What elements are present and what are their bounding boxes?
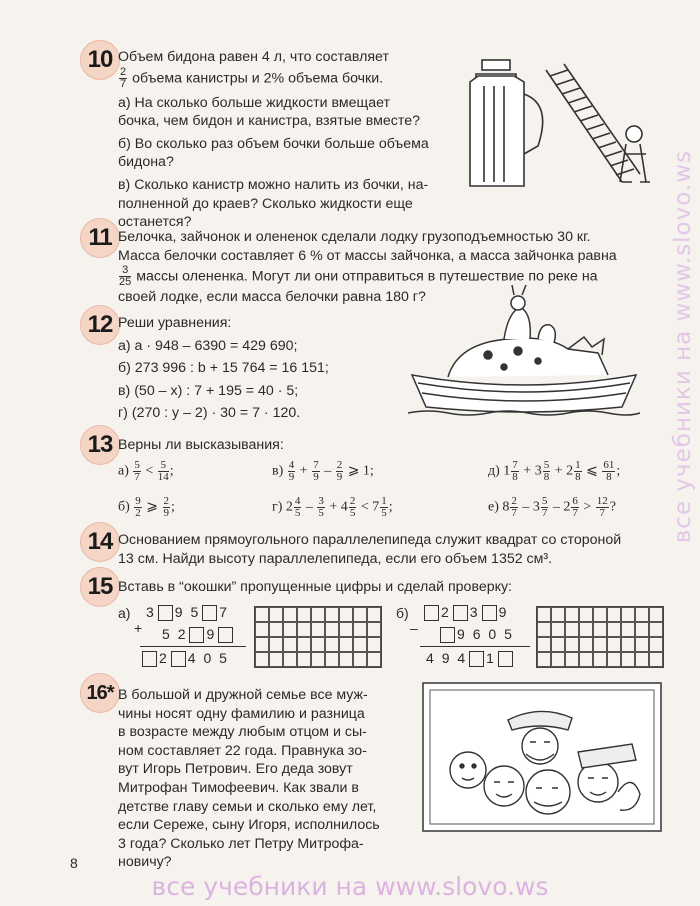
- task-15b-check-grid[interactable]: [536, 606, 664, 668]
- task-15b-row1: 2 3 9: [422, 604, 508, 621]
- task-number-11: 11: [80, 218, 120, 258]
- task-15b-label: б): [396, 605, 409, 621]
- statement-g: г) 2 $\frac{4}{5}$ – $\frac{3}{5}$ + 4 $\frac{2}{5}$ < 7 $\frac{1}{5}$ ;: [272, 495, 393, 519]
- task-10-text: [118, 48, 458, 232]
- task-16-line: ном составляет 22 года. Правнука зо-: [118, 742, 367, 759]
- digit-box[interactable]: [498, 651, 513, 667]
- task-number-14: 14: [80, 522, 120, 562]
- watermark-bottom: все учебники на www.slovo.ws: [151, 872, 549, 901]
- task-16-text: [118, 686, 418, 872]
- task-11-line: $\frac{3}{25}$ массы олененка. Могут ли они отправиться в путешествие по реке на: [119, 264, 598, 289]
- digit-box[interactable]: [469, 651, 484, 667]
- equation-a: а) a · 948 – 6390 = 429 690;: [118, 337, 298, 354]
- boat-animals-illustration: [408, 283, 640, 423]
- task-10-c: полненной до краев? Сколько жидкости еще: [118, 195, 413, 212]
- task-10-line: $\frac{2}{7}$ объема канистры и 2% объема бочки.: [120, 65, 384, 90]
- task-15a-row2: 5 2 9: [162, 626, 235, 643]
- task-15a-plus: +: [134, 620, 145, 636]
- task-number-16: 16*: [80, 673, 120, 713]
- task-14-line: 13 см. Найди высоту параллелепипеда, если его объем 1352 см³.: [118, 550, 553, 567]
- statement-d: д) 1 $\frac{7}{8}$ + 3 $\frac{5}{8}$ + 2 $\frac{1}{8}$ ⩽ $\frac{61}{8}$ ;: [488, 459, 621, 483]
- digit-box[interactable]: [482, 605, 497, 621]
- task-10-a: бочка, чем бидон и канистра, взятые вместе?: [118, 113, 420, 130]
- task-15b-row3: 4 9 4 1: [426, 650, 515, 667]
- task-16-line: если Сереже, сыну Игоря, исполнилось: [118, 817, 380, 834]
- digit-box[interactable]: [158, 605, 173, 621]
- fraction: $\frac{2}{7}$: [120, 65, 127, 90]
- statement-e: е) 8 $\frac{2}{7}$ – 3 $\frac{5}{7}$ – 2 $\frac{6}{7}$ > $\frac{12}{7}$ ?: [488, 495, 617, 519]
- digit-box[interactable]: [202, 605, 217, 621]
- task-12-title: Реши уравнения:: [118, 315, 232, 331]
- task-15b-row2: 9 6 0 5: [438, 626, 514, 643]
- digit-box[interactable]: [424, 605, 439, 621]
- digit-box[interactable]: [453, 605, 468, 621]
- task-number-15: 15: [80, 567, 120, 607]
- task-number-10: 10: [80, 40, 120, 80]
- task-16-line: чины носят одну фамилию и разница: [118, 705, 365, 722]
- digit-box[interactable]: [440, 627, 455, 643]
- task-15a-label: а): [118, 605, 131, 621]
- digit-box[interactable]: [171, 651, 186, 667]
- task-15a-row3: 2 4 0 5: [140, 650, 229, 667]
- statement-a: а) $\frac{5}{7}$ < $\frac{5}{14}$ ;: [118, 459, 174, 483]
- task-15-title: Вставь в “окошки” пропущенные цифры и сделай проверку:: [118, 579, 513, 595]
- task-number-13: 13: [80, 425, 120, 465]
- task-11-line: Белочка, зайчонок и олененок сделали лодку грузоподъемностью 30 кг.: [118, 229, 591, 245]
- task-15a-row1: 3 9 5 7: [146, 604, 230, 620]
- task-10-a: а) На сколько больше жидкости вмещает: [118, 94, 391, 111]
- task-15b-rule: [420, 646, 530, 647]
- family-portrait-illustration: [422, 682, 662, 832]
- task-16-line: детстве главу семьи и сколько ему лет,: [118, 798, 377, 815]
- task-16-line: 3 года? Сколько лет Петру Митрофа-: [118, 835, 364, 852]
- task-10-c: в) Сколько канистр можно налить из бочки, на-: [118, 176, 429, 193]
- task-10-line: Объем бидона равен 4 л, что составляет: [118, 49, 389, 65]
- fraction: $\frac{3}{25}$: [119, 264, 132, 289]
- task-16-line: вут Игорь Петрович. Его деда зовут: [118, 761, 353, 778]
- digit-box[interactable]: [218, 627, 233, 643]
- digit-box[interactable]: [189, 627, 204, 643]
- page-number: 8: [70, 855, 78, 871]
- task-16-line: новичу?: [118, 854, 172, 871]
- task-11-line: своей лодке, если масса белочки равна 180 г?: [118, 289, 426, 306]
- task-11-line: Масса белочки составляет 6 % от массы зайчонка, а масса зайчонка равна: [118, 247, 617, 264]
- statement-b: б) $\frac{9}{2}$ ⩾ $\frac{2}{9}$ ;: [118, 495, 175, 519]
- task-15a-check-grid[interactable]: [254, 606, 382, 668]
- jug-ladder-illustration: [464, 54, 664, 196]
- task-14-line: Основанием прямоугольного параллелепипеда служит квадрат со стороной: [118, 532, 622, 548]
- task-14-text: [118, 531, 663, 568]
- task-15a-rule: [140, 646, 246, 647]
- task-16-line: в возрасте между любым отцом и сы-: [118, 724, 367, 741]
- task-12-text: [118, 314, 408, 423]
- task-10-b: бидона?: [118, 154, 174, 171]
- task-16-line: В большой и дружной семье все муж-: [118, 687, 368, 703]
- equation-c: в) (50 – x) : 7 + 195 = 40 · 5;: [118, 382, 299, 399]
- equation-b: б) 273 996 : b + 15 764 = 16 151;: [118, 360, 329, 377]
- task-number-12: 12: [80, 305, 120, 345]
- equation-d: г) (270 : y – 2) · 30 = 7 · 120.: [118, 405, 301, 422]
- task-15b-minus: –: [410, 620, 420, 636]
- task-13-title: Верны ли высказывания:: [118, 437, 284, 453]
- task-16-line: Митрофан Тимофеевич. Как звали в: [118, 779, 359, 796]
- statement-v: в) $\frac{4}{9}$ + $\frac{7}{9}$ – $\frac{2}{9}$ ⩾ 1;: [272, 459, 374, 483]
- task-10-c: останется?: [118, 214, 192, 231]
- digit-box[interactable]: [142, 651, 157, 667]
- task-10-b: б) Во сколько раз объем бочки больше объема: [118, 135, 429, 152]
- watermark-side: все учебники на www.slovo.ws: [670, 150, 696, 544]
